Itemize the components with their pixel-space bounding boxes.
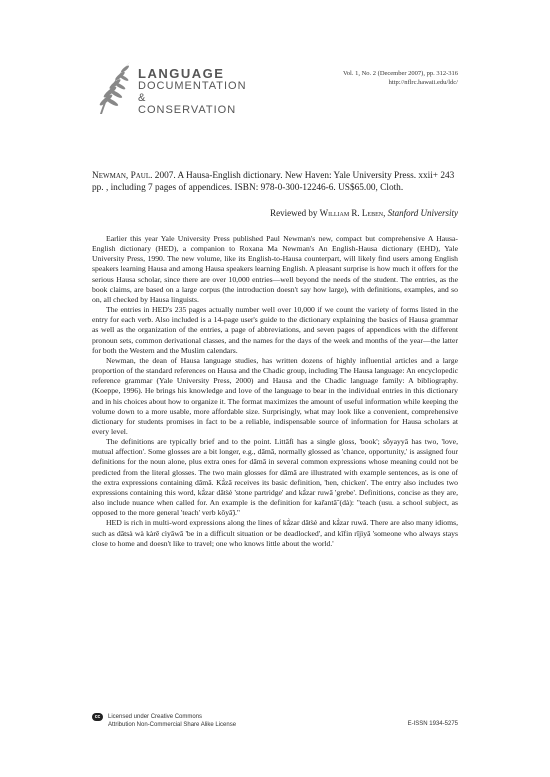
fern-leaf-icon [92,56,142,118]
paragraph: Earlier this year Yale University Press published Paul Newman's new, compact but comprehensive A Hausa-English dictionary (HED), a companion to Roxana Ma Newman's An English-Hausa dictionary (EHD), Yale University Press, 1990. The new volume, like its English-to-Hausa counterpart, will likely find users among English speakers learning Hausa and among Hausa speakers learning English. A pleasant surprise is how much it offers for the serious Hausa scholar, since there are over 10,000 entries—well beyond the needs of the student. The entries, as the book claims, are based on a large corpus (the introduction doesn't say how large), with definitions, examples, and so on, all checked by Hausa linguists. [92,234,458,304]
paragraph: The definitions are typically brief and to the point. Littāfì has a single gloss, 'book'; sṑyayyā has two, 'love, mutual affection'. Some glosses are a bit longer, e.g., dāmā, normally glossed as 'chance, opportunity,' is assigned four definitions for the noun alone, plus extra ones for dāmā in several common expressions whose meaning could not be predicted from the literal glosses. The two main glosses for dāmā are illustrated with example sentences, as is one of the extra expressions containing dāmā. Kā̀zā receives its basic definition, 'hen, chicken'. The entry also includes two expressions containing this word, kā̀zar dāts̀è 'stone partridge' and kā̀zar ruwā 'grebe'. Definitions, concise as they are, also include nuance when called for. An example is the definition for kar̃antā̃ (dà): "teach (usu. a school subject, as opposed to the more general 'teach' verb kōyā̃)." [92,437,458,518]
logo-wordmark [138,68,247,116]
review-body [92,234,458,549]
paragraph: HED is rich in multi-word expressions along the lines of kā̀zar dāts̀è and kā̀zar ruwā. There are also many idioms, such as dātsà wà kàrē cìyāwā 'be in a difficult situation or be deadlocked', and kīfin rījìyā 'someone who always stays close to home and doesn't like to travel; one who knows little about the world.' [92,518,458,548]
journal-logo[interactable] [92,56,247,118]
logo-line-documentation: DOCUMENTATION [138,80,247,92]
paragraph: The entries in HED's 235 pages actually number well over 10,000 if we count the variety of forms listed in the entry for each verb. Also included is a 14-page user's guide to the dictionary explaining the basics of Hausa grammar as well as the organization of the entries, a page of abbreviations, and seven pages of appendices with the different pronoun sets, common derivational classes, and the names for the days of the week and months of the year—the latter for both the Western and the Muslim calendars. [92,305,458,355]
reviewer-name: William R. Leben [319,208,384,218]
eissn: E-ISSN 1934-5275 [407,721,458,727]
citation-author: Newman, Paul [92,171,151,181]
journal-url[interactable]: http://nflrc.hawaii.edu/ldc/ [388,79,458,86]
license-notice [108,713,236,729]
volume-info: Vol. 1, No. 2 (December 2007), pp. 312-316 [342,70,458,77]
reviewer-affiliation: , Stanford University [383,208,458,218]
reviewer-prefix: Reviewed by [270,208,320,218]
logo-line-language: LANGUAGE [138,66,225,81]
license-line-2: Attribution Non-Commercial Share Alike License [108,722,237,728]
book-citation [92,171,462,194]
reviewer-line [270,208,458,218]
citation-details: . 2007. A Hausa-English dictionary. New Haven: Yale University Press. xxii+ 243 pp. , including 7 pages of appendices. ISBN: 978-0-300-12246-6. US$65.00, Cloth. [92,171,455,193]
logo-line-conservation: & CONSERVATION [138,92,237,116]
paragraph: Newman, the dean of Hausa language studies, has written dozens of highly influential articles and a large proportion of the standard references on Hausa and the Chadic group, including The Hausa language: An encyclopedic reference grammar (Yale University Press, 2000) and Hausa and the Chadic language family: A bibliography. (Koeppe, 1996). He brings his knowledge and love of the language to bear in the individual entries in this dictionary and in his choices about how to organize it. The format maximizes the amount of useful information while keeping the volume down to a more usable, more affordable size. Surprisingly, what may look like a convenient, comprehensive dictionary for students promises in fact to be a reliable, indispensable source of information for Hausa scholars at every level. [92,355,458,436]
license-line-1[interactable]: Licensed under Creative Commons [108,714,203,720]
creative-commons-icon[interactable]: cc [92,713,103,721]
journal-header-info [343,69,458,87]
